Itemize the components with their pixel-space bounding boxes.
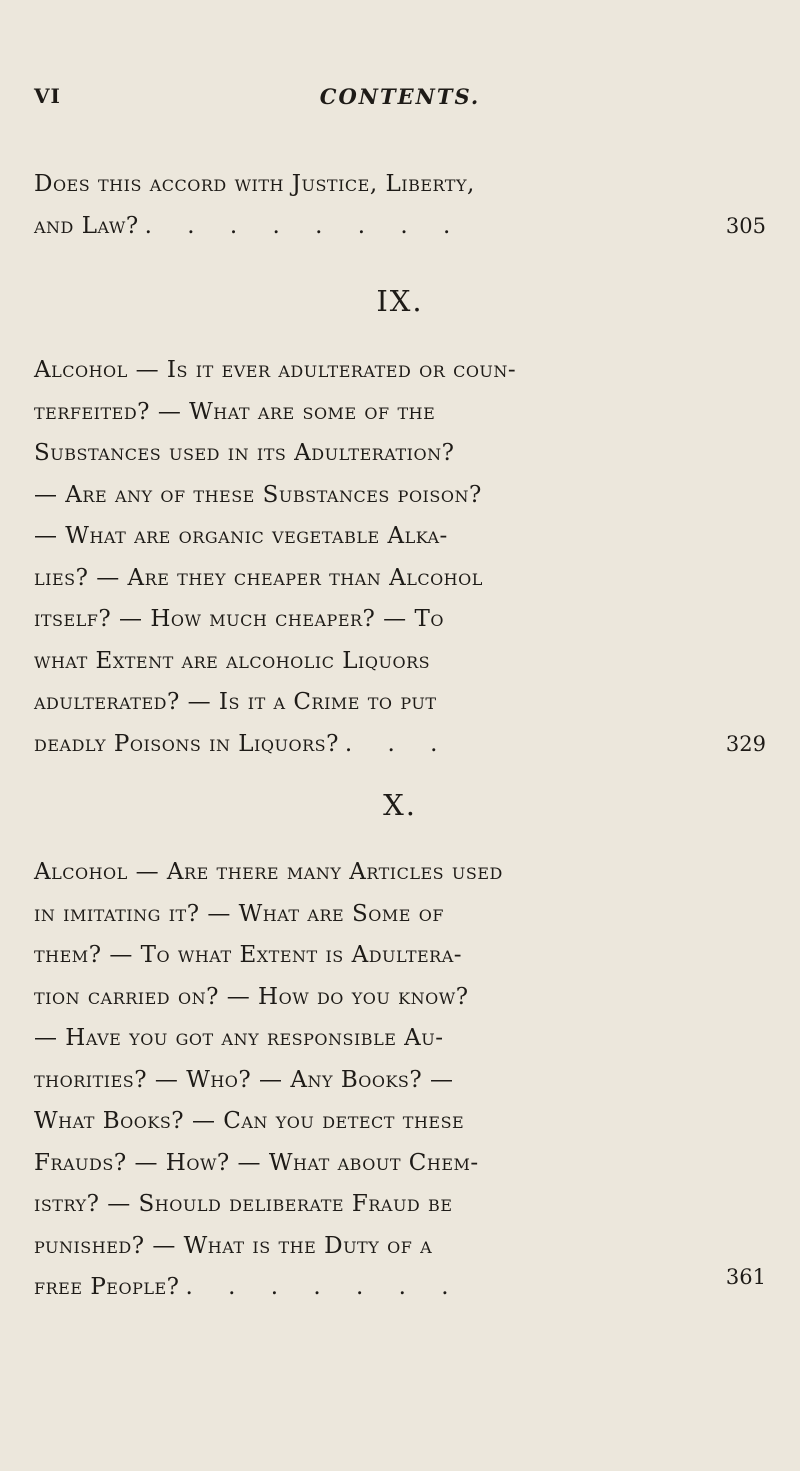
toc-entry-line: Alcohol — Are there many Articles used (34, 859, 503, 885)
toc-entry-line: Alcohol — Is it ever adulterated or coun- (34, 357, 517, 383)
page-reference: 329 (725, 731, 766, 756)
toc-entry-line: tion carried on? — How do you know? (34, 983, 469, 1010)
toc-entry-line: them? — To what Extent is Adultera- (34, 942, 463, 968)
toc-entry-line: Does this accord with Justice, Liberty, (34, 171, 475, 197)
page-reference: 361 (725, 1265, 766, 1289)
toc-entry-line: istry? — Should deliberate Fraud be (34, 1191, 453, 1217)
toc-entry-justice (34, 164, 766, 247)
toc-entry-line: Frauds? — How? — What about Chem- (34, 1149, 479, 1176)
dot-leader: . . . . . . . . (144, 212, 465, 239)
toc-entry-line: terfeited? — What are some of the (34, 398, 436, 425)
toc-entry-line: Substances used in its Adulteration? (34, 440, 455, 466)
toc-entry-line: — Have you got any responsible Au- (34, 1025, 444, 1051)
toc-entry-line: itself? — How much cheaper? — To (34, 606, 444, 632)
toc-entry-line: — Are any of these Substances poison? (34, 481, 482, 508)
section-numeral-ix: IX. (376, 284, 424, 318)
toc-entry-line: punished? — What is the Duty of a (34, 1232, 433, 1259)
toc-entry-alcohol-imitation (34, 852, 766, 1309)
dot-leader: . . . (344, 730, 452, 757)
toc-entry-line: deadly Poisons in Liquors? . . . 329 (34, 724, 766, 766)
toc-entry-line: what Extent are alcoholic Liquors (34, 647, 431, 674)
toc-entry-line: adulterated? — Is it a Crime to put (34, 689, 437, 715)
page-header (34, 84, 766, 114)
page-reference: 305 (725, 213, 766, 238)
toc-entry-line: — What are organic vegetable Alka- (34, 523, 448, 549)
toc-entry-line: What Books? — Can you detect these (34, 1108, 465, 1134)
section-numeral-x: X. (383, 788, 417, 822)
toc-entry-line: free People? . . . . . . . 361 (34, 1267, 766, 1309)
toc-entry-line: thorities? — Who? — Any Books? — (34, 1066, 454, 1093)
toc-entry-alcohol-adulteration (34, 350, 766, 765)
running-head: CONTENTS. (319, 84, 481, 109)
page-number: VI (34, 84, 61, 108)
dot-leader: . . . . . . . (185, 1274, 463, 1300)
toc-entry-line: and Law? . . . . . . . . 305 (34, 206, 766, 248)
toc-entry-line: in imitating it? — What are Some of (34, 900, 444, 927)
toc-entry-line: lies? — Are they cheaper than Alcohol (34, 564, 483, 591)
